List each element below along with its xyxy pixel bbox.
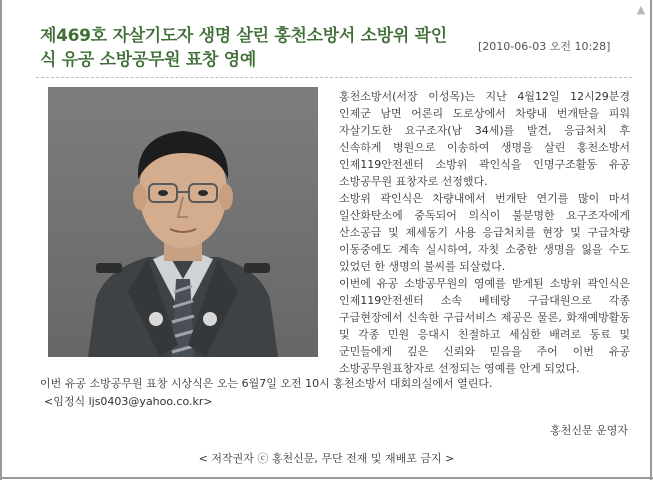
article-byline: 홍천신문 운영자 bbox=[550, 424, 628, 437]
article-paragraph: 홍천소방서(서장 이성목)는 지난 4월12일 12시29분경 인제군 남면 어론리 도로상에서 차량내 번개탄을 피워 자살기도한 요구조자(남 34세)를 발견, 응급처치 후 신속하게 병원으로 이송하여 생명을 살린 홍천소방서 인제119안전센터 소방위 곽인식을 인명구조활동 유공 소방공무원 표창자로 선정했다. bbox=[339, 90, 630, 188]
article-paragraph: 소방위 곽인식은 차량내에서 번개탄 연기를 많이 마셔 일산화탄소에 중독되어 의식이 불분명한 요구조자에게 산소공급 및 제세동기 사용 응급처치를 현장 및 구급차량 이동중에도 계속 실시하여, 자칫 소중한 생명을 잃을 수도 있었던 한 생명의 불씨를 되살렸다. bbox=[339, 192, 630, 273]
page-frame-left bbox=[0, 0, 2, 480]
page-frame-bottom bbox=[0, 477, 653, 479]
article-body bbox=[339, 88, 630, 377]
page-frame-right bbox=[650, 0, 652, 480]
portrait-photo bbox=[48, 87, 318, 357]
article-tail-sentence: 이번 유공 소방공무원 표창 시상식은 오는 6월7일 오전 10시 홍천소방서 대회의실에서 열린다. bbox=[40, 377, 493, 390]
portrait-illustration bbox=[48, 87, 318, 357]
scroll-top-icon[interactable]: ▲ bbox=[636, 3, 646, 16]
reporter-contact[interactable]: <임정식 ljs0403@yahoo.co.kr> bbox=[44, 395, 213, 408]
article-paragraph: 이번에 유공 소방공무원의 영예를 받게된 소방위 곽인식은 인제119안전센터 소속 베테랑 구급대원으로 각종 구급현장에서 신속한 구급서비스 제공은 물론, 화재예방활동 및 각종 민원 응대시 친절하고 세심한 배려로 동료 및 군민들에게 깊은 신뢰와 믿음을 주어 이번 유공 소방공무원표창자로 선정되는 영예를 안게 되었다. bbox=[339, 277, 630, 375]
headline-divider bbox=[36, 77, 632, 78]
article-headline: 제469호 자살기도자 생명 살린 홍천소방서 소방위 곽인식 유공 소방공무원 표창 영예 bbox=[40, 26, 447, 70]
article-date: [2010-06-03 오전 10:28] bbox=[478, 40, 611, 53]
copyright-notice: < 저작권자 ⓒ 홍천신문, 무단 전재 및 재배포 금지 > bbox=[198, 452, 455, 465]
